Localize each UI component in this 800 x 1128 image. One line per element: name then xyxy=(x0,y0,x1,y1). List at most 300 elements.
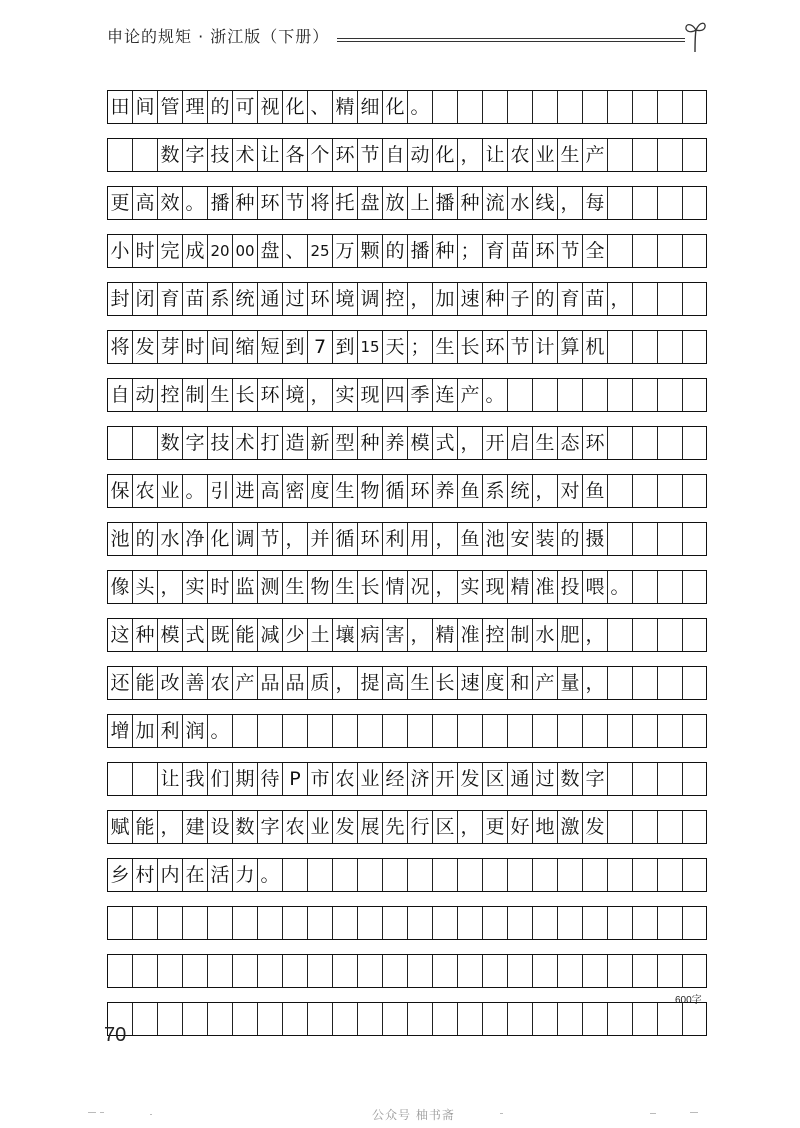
grid-cell: P xyxy=(283,763,308,795)
grid-cell: 技 xyxy=(208,139,233,171)
grid-cell xyxy=(608,475,633,507)
grid-cell: 化 xyxy=(383,91,408,123)
grid-cell: 农 xyxy=(333,763,358,795)
grid-cell xyxy=(533,379,558,411)
grid-cell: 育 xyxy=(558,283,583,315)
grid-cell: 苗 xyxy=(183,283,208,315)
grid-cell: 害 xyxy=(383,619,408,651)
grid-cell xyxy=(508,955,533,987)
grid-cell xyxy=(583,379,608,411)
grid-cell xyxy=(658,571,683,603)
grid-cell xyxy=(608,187,633,219)
grid-cell: 速 xyxy=(458,283,483,315)
grid-cell: 现 xyxy=(483,571,508,603)
grid-row xyxy=(107,570,707,604)
grid-cell: 开 xyxy=(483,427,508,459)
grid-cell xyxy=(658,667,683,699)
grid-cell xyxy=(608,667,633,699)
page-number: 70 xyxy=(104,1024,127,1046)
grid-cell: 颗 xyxy=(358,235,383,267)
grid-cell xyxy=(683,955,708,987)
grid-cell: 将 xyxy=(108,331,133,363)
grid-cell: 精 xyxy=(508,571,533,603)
grid-cell xyxy=(308,1003,333,1035)
grid-cell: 每 xyxy=(583,187,608,219)
grid-cell: 环 xyxy=(483,331,508,363)
grid-row xyxy=(107,474,707,508)
grid-cell: 式 xyxy=(183,619,208,651)
grid-cell xyxy=(608,763,633,795)
grid-cell: ， xyxy=(533,475,558,507)
grid-cell: 管 xyxy=(158,91,183,123)
grid-cell xyxy=(483,859,508,891)
grid-cell: 业 xyxy=(358,763,383,795)
grid-cell: 各 xyxy=(283,139,308,171)
grid-cell xyxy=(633,859,658,891)
grid-cell: 动 xyxy=(133,379,158,411)
grid-cell: 先 xyxy=(383,811,408,843)
grid-cell xyxy=(658,91,683,123)
grid-cell xyxy=(583,907,608,939)
grid-row xyxy=(107,90,707,124)
grid-cell xyxy=(658,187,683,219)
grid-cell: 监 xyxy=(233,571,258,603)
grid-cell xyxy=(633,955,658,987)
grid-cell xyxy=(333,955,358,987)
grid-cell xyxy=(683,571,708,603)
grid-cell: 保 xyxy=(108,475,133,507)
grid-cell: 生 xyxy=(558,139,583,171)
grid-cell xyxy=(408,1003,433,1035)
grid-cell: ， xyxy=(408,619,433,651)
grid-cell: 激 xyxy=(558,811,583,843)
grid-cell xyxy=(508,907,533,939)
grid-cell xyxy=(683,139,708,171)
grid-cell: 养 xyxy=(433,475,458,507)
grid-cell: 循 xyxy=(383,475,408,507)
grid-cell: 环 xyxy=(258,379,283,411)
word-count-label: 600字 xyxy=(675,995,702,1006)
grid-cell: 25 xyxy=(308,235,333,267)
grid-cell: 实 xyxy=(183,571,208,603)
grid-cell xyxy=(683,811,708,843)
grid-row xyxy=(107,906,707,940)
grid-cell xyxy=(658,763,683,795)
grid-cell: 线 xyxy=(533,187,558,219)
grid-cell: 种 xyxy=(458,187,483,219)
grid-cell: 计 xyxy=(533,331,558,363)
grid-cell xyxy=(108,763,133,795)
grid-cell xyxy=(108,955,133,987)
grid-cell xyxy=(308,859,333,891)
grid-cell: 的 xyxy=(133,523,158,555)
grid-cell xyxy=(658,331,683,363)
grid-row xyxy=(107,954,707,988)
grid-cell: 质 xyxy=(308,667,333,699)
grid-cell xyxy=(233,955,258,987)
grid-cell: 生 xyxy=(408,667,433,699)
grid-cell: 个 xyxy=(308,139,333,171)
grid-cell xyxy=(683,619,708,651)
grid-cell: 15 xyxy=(358,331,383,363)
grid-cell xyxy=(683,907,708,939)
scan-specks xyxy=(0,1108,800,1118)
grid-cell: 机 xyxy=(583,331,608,363)
grid-row xyxy=(107,330,707,364)
grid-cell: 物 xyxy=(358,475,383,507)
grid-cell: 和 xyxy=(508,667,533,699)
grid-cell: 20 xyxy=(208,235,233,267)
grid-cell: 境 xyxy=(333,283,358,315)
grid-cell xyxy=(683,331,708,363)
grid-cell: 连 xyxy=(433,379,458,411)
grid-cell: 能 xyxy=(133,667,158,699)
grid-cell: 水 xyxy=(533,619,558,651)
grid-row xyxy=(107,522,707,556)
grid-cell: 高 xyxy=(258,475,283,507)
grid-cell: 还 xyxy=(108,667,133,699)
grid-cell xyxy=(333,907,358,939)
grid-cell: 品 xyxy=(258,667,283,699)
grid-cell: 准 xyxy=(458,619,483,651)
grid-cell xyxy=(408,955,433,987)
grid-cell xyxy=(508,859,533,891)
grid-cell xyxy=(283,1003,308,1035)
grid-cell: 发 xyxy=(458,763,483,795)
grid-cell: 成 xyxy=(183,235,208,267)
grid-cell xyxy=(158,907,183,939)
grid-cell: 全 xyxy=(583,235,608,267)
grid-cell: 安 xyxy=(508,523,533,555)
grid-cell: 效 xyxy=(158,187,183,219)
grid-cell xyxy=(308,955,333,987)
grid-cell: ， xyxy=(558,187,583,219)
grid-cell: 能 xyxy=(133,811,158,843)
grid-cell: 活 xyxy=(208,859,233,891)
grid-cell: 新 xyxy=(308,427,333,459)
grid-cell xyxy=(108,907,133,939)
grid-cell: 利 xyxy=(383,523,408,555)
sprout-icon xyxy=(683,18,707,54)
grid-row xyxy=(107,282,707,316)
grid-cell: 算 xyxy=(558,331,583,363)
grid-cell: 建 xyxy=(183,811,208,843)
grid-cell: 像 xyxy=(108,571,133,603)
grid-cell: 让 xyxy=(258,139,283,171)
grid-cell: 引 xyxy=(208,475,233,507)
grid-cell xyxy=(633,1003,658,1035)
grid-cell xyxy=(683,187,708,219)
grid-cell: 头 xyxy=(133,571,158,603)
grid-cell: 控 xyxy=(483,619,508,651)
grid-cell: 。 xyxy=(608,571,633,603)
grid-cell: 力 xyxy=(233,859,258,891)
grid-cell: 精 xyxy=(433,619,458,651)
grid-cell: 理 xyxy=(183,91,208,123)
grid-cell: 完 xyxy=(158,235,183,267)
grid-cell: 长 xyxy=(233,379,258,411)
grid-cell: ， xyxy=(458,811,483,843)
grid-cell: 环 xyxy=(408,475,433,507)
grid-cell xyxy=(158,1003,183,1035)
grid-cell: 农 xyxy=(508,139,533,171)
grid-cell xyxy=(383,715,408,747)
grid-cell xyxy=(558,91,583,123)
grid-cell xyxy=(133,139,158,171)
grid-cell xyxy=(408,859,433,891)
grid-cell xyxy=(658,859,683,891)
grid-cell xyxy=(133,907,158,939)
grid-cell: 期 xyxy=(233,763,258,795)
grid-cell xyxy=(683,1003,708,1035)
grid-cell xyxy=(558,859,583,891)
grid-cell xyxy=(658,907,683,939)
grid-cell: 技 xyxy=(208,427,233,459)
grid-cell xyxy=(383,955,408,987)
grid-cell xyxy=(258,715,283,747)
grid-cell: 情 xyxy=(383,571,408,603)
grid-cell xyxy=(558,379,583,411)
grid-cell xyxy=(483,715,508,747)
grid-cell: 。 xyxy=(483,379,508,411)
grid-cell xyxy=(608,859,633,891)
grid-cell: 水 xyxy=(158,523,183,555)
grid-cell xyxy=(658,811,683,843)
grid-cell xyxy=(258,1003,283,1035)
grid-cell xyxy=(533,715,558,747)
grid-cell: 装 xyxy=(533,523,558,555)
grid-cell: 我 xyxy=(183,763,208,795)
grid-cell: 间 xyxy=(133,91,158,123)
grid-cell xyxy=(133,763,158,795)
grid-cell xyxy=(683,859,708,891)
grid-cell: 控 xyxy=(383,283,408,315)
grid-cell: 到 xyxy=(283,331,308,363)
grid-cell: 农 xyxy=(208,667,233,699)
grid-cell: 7 xyxy=(308,331,333,363)
grid-cell: 种 xyxy=(133,619,158,651)
grid-cell xyxy=(358,1003,383,1035)
grid-cell: 更 xyxy=(108,187,133,219)
grid-cell: 育 xyxy=(158,283,183,315)
grid-cell xyxy=(633,715,658,747)
grid-cell: 封 xyxy=(108,283,133,315)
grid-cell: ， xyxy=(308,379,333,411)
grid-cell: 乡 xyxy=(108,859,133,891)
grid-cell xyxy=(333,1003,358,1035)
grid-cell: 流 xyxy=(483,187,508,219)
grid-cell xyxy=(608,811,633,843)
grid-cell: ， xyxy=(408,283,433,315)
grid-cell xyxy=(508,715,533,747)
grid-cell: 过 xyxy=(283,283,308,315)
grid-cell: 投 xyxy=(558,571,583,603)
grid-cell: 生 xyxy=(333,475,358,507)
grid-cell: 字 xyxy=(583,763,608,795)
grid-cell: 实 xyxy=(333,379,358,411)
grid-cell: 系 xyxy=(483,475,508,507)
grid-cell: 节 xyxy=(283,187,308,219)
grid-cell xyxy=(633,523,658,555)
grid-cell: 生 xyxy=(433,331,458,363)
grid-cell: 在 xyxy=(183,859,208,891)
grid-cell xyxy=(558,715,583,747)
grid-cell: ， xyxy=(158,811,183,843)
grid-cell xyxy=(308,715,333,747)
grid-cell: 产 xyxy=(233,667,258,699)
grid-cell xyxy=(633,667,658,699)
grid-cell xyxy=(583,859,608,891)
grid-cell xyxy=(408,907,433,939)
grid-cell xyxy=(633,379,658,411)
book-title: 申论的规矩 · 浙江版（下册） xyxy=(107,24,337,47)
grid-cell xyxy=(658,475,683,507)
grid-cell xyxy=(608,379,633,411)
grid-cell: 进 xyxy=(233,475,258,507)
grid-cell xyxy=(583,91,608,123)
grid-cell: 节 xyxy=(258,523,283,555)
grid-cell: 节 xyxy=(508,331,533,363)
grid-cell: 村 xyxy=(133,859,158,891)
grid-cell: 能 xyxy=(233,619,258,651)
grid-cell: 、 xyxy=(308,91,333,123)
grid-cell xyxy=(108,139,133,171)
grid-cell: 模 xyxy=(408,427,433,459)
grid-cell: 发 xyxy=(133,331,158,363)
grid-cell: 过 xyxy=(533,763,558,795)
grid-cell: 启 xyxy=(508,427,533,459)
grid-cell xyxy=(433,1003,458,1035)
grid-cell: 的 xyxy=(533,283,558,315)
grid-cell: 环 xyxy=(583,427,608,459)
grid-cell xyxy=(333,859,358,891)
grid-cell: 盘 xyxy=(358,187,383,219)
grid-cell: 环 xyxy=(308,283,333,315)
grid-cell xyxy=(283,955,308,987)
grid-cell: 待 xyxy=(258,763,283,795)
grid-cell: 通 xyxy=(508,763,533,795)
grid-cell: 的 xyxy=(558,523,583,555)
grid-cell: ， xyxy=(608,283,633,315)
grid-cell: 增 xyxy=(108,715,133,747)
grid-cell: 打 xyxy=(258,427,283,459)
grid-cell: 生 xyxy=(283,571,308,603)
grid-cell xyxy=(683,235,708,267)
grid-cell: 让 xyxy=(158,763,183,795)
grid-cell: 境 xyxy=(283,379,308,411)
grid-cell: ， xyxy=(583,667,608,699)
grid-cell: 实 xyxy=(458,571,483,603)
grid-cell xyxy=(358,859,383,891)
grid-cell: 播 xyxy=(208,187,233,219)
grid-cell: 播 xyxy=(408,235,433,267)
composition-grid xyxy=(107,90,707,1050)
grid-cell: 并 xyxy=(308,523,333,555)
grid-cell xyxy=(158,955,183,987)
grid-cell xyxy=(258,955,283,987)
grid-cell: 利 xyxy=(158,715,183,747)
grid-cell xyxy=(658,379,683,411)
grid-cell: 动 xyxy=(408,139,433,171)
grid-cell: 的 xyxy=(208,91,233,123)
grid-cell xyxy=(333,715,358,747)
grid-cell: 让 xyxy=(483,139,508,171)
grid-cell: 托 xyxy=(333,187,358,219)
grid-cell xyxy=(658,283,683,315)
grid-cell xyxy=(683,283,708,315)
grid-cell: 循 xyxy=(333,523,358,555)
grid-cell xyxy=(483,907,508,939)
grid-cell: 摄 xyxy=(583,523,608,555)
grid-cell xyxy=(633,187,658,219)
grid-cell xyxy=(608,523,633,555)
grid-cell: 润 xyxy=(183,715,208,747)
grid-cell: 天 xyxy=(383,331,408,363)
grid-cell: 到 xyxy=(333,331,358,363)
grid-cell: 术 xyxy=(233,139,258,171)
grid-row xyxy=(107,858,707,892)
grid-cell: 净 xyxy=(183,523,208,555)
grid-cell: 自 xyxy=(383,139,408,171)
grid-cell: 们 xyxy=(208,763,233,795)
grid-cell xyxy=(383,859,408,891)
grid-cell xyxy=(683,715,708,747)
grid-row xyxy=(107,426,707,460)
grid-cell xyxy=(383,1003,408,1035)
grid-cell: ， xyxy=(458,139,483,171)
grid-cell: 节 xyxy=(558,235,583,267)
grid-cell: 统 xyxy=(233,283,258,315)
grid-cell: 。 xyxy=(408,91,433,123)
grid-cell: 子 xyxy=(508,283,533,315)
grid-cell xyxy=(358,955,383,987)
grid-cell: 展 xyxy=(358,811,383,843)
grid-cell xyxy=(683,763,708,795)
grid-cell: 肥 xyxy=(558,619,583,651)
grid-cell: 经 xyxy=(383,763,408,795)
grid-cell: 00 xyxy=(233,235,258,267)
grid-cell: 田 xyxy=(108,91,133,123)
grid-cell: 设 xyxy=(208,811,233,843)
grid-cell: 况 xyxy=(408,571,433,603)
grid-cell: 鱼 xyxy=(458,475,483,507)
grid-cell xyxy=(683,475,708,507)
grid-cell xyxy=(133,1003,158,1035)
grid-cell: 鱼 xyxy=(458,523,483,555)
grid-cell: 长 xyxy=(433,667,458,699)
grid-cell: 种 xyxy=(233,187,258,219)
grid-cell: 系 xyxy=(208,283,233,315)
grid-cell xyxy=(283,907,308,939)
grid-cell xyxy=(683,667,708,699)
grid-cell: 、 xyxy=(283,235,308,267)
grid-cell: 开 xyxy=(433,763,458,795)
grid-cell xyxy=(233,907,258,939)
grid-cell xyxy=(483,955,508,987)
grid-cell: 壤 xyxy=(333,619,358,651)
grid-cell: 将 xyxy=(308,187,333,219)
grid-cell: 数 xyxy=(158,139,183,171)
grid-cell: 苗 xyxy=(508,235,533,267)
grid-cell: 自 xyxy=(108,379,133,411)
grid-cell xyxy=(633,427,658,459)
grid-cell xyxy=(633,139,658,171)
grid-cell: 赋 xyxy=(108,811,133,843)
grid-cell: 盘 xyxy=(258,235,283,267)
grid-cell xyxy=(633,283,658,315)
grid-cell: 术 xyxy=(233,427,258,459)
grid-cell: 测 xyxy=(258,571,283,603)
